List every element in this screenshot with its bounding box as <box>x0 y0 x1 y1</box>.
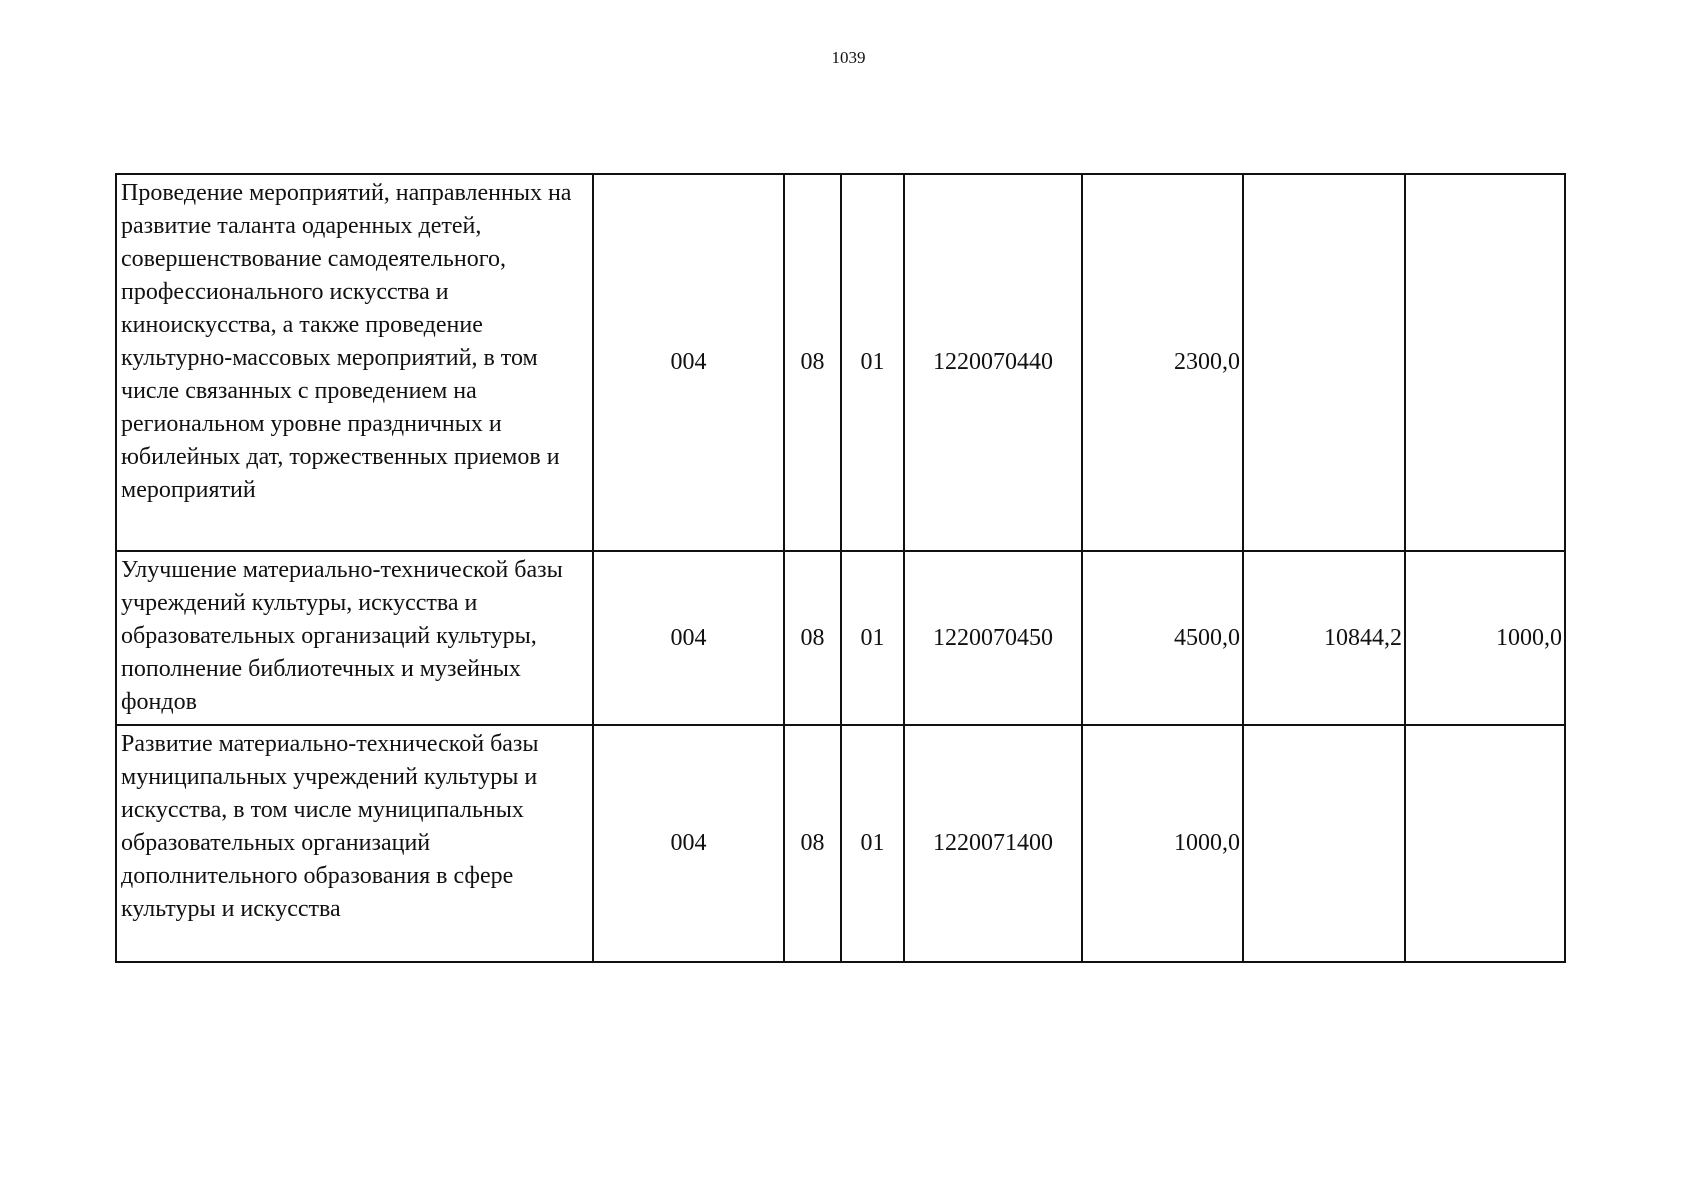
page-number: 1039 <box>831 48 866 67</box>
ministry-code: 004 <box>593 174 784 551</box>
section-code: 08 <box>784 725 841 962</box>
subsection-code: 01 <box>841 725 904 962</box>
ministry-code: 004 <box>593 551 784 725</box>
target-article-code: 1220070440 <box>904 174 1082 551</box>
amount-cell <box>1405 174 1565 551</box>
row-description: Развитие материально-технической базы муниципальных учреждений культуры и искусства, в том числе муниципальных образовательных организаций дополнительного образования в сфере культуры и искусства <box>116 725 593 962</box>
row-description: Улучшение материально-технической базы учреждений культуры, искусства и образовательных организаций культуры, пополнение библиотечных и музейных фондов <box>116 551 593 725</box>
amount-cell: 2300,0 <box>1082 174 1243 551</box>
table-row <box>116 174 1565 551</box>
amount-cell <box>1243 725 1405 962</box>
section-code: 08 <box>784 174 841 551</box>
amount-cell <box>1405 725 1565 962</box>
amount-cell: 1000,0 <box>1082 725 1243 962</box>
amount-cell: 1000,0 <box>1405 551 1565 725</box>
amount-cell: 4500,0 <box>1082 551 1243 725</box>
ministry-code: 004 <box>593 725 784 962</box>
row-description: Проведение мероприятий, направленных на развитие таланта одаренных детей, совершенствование самодеятельного, профессионального искусства и киноискусства, а также проведение культурно-массовых мероприятий, в том числе связанных с проведением на региональном уровне праздничных и юбилейных дат, торжественных приемов и мероприятий <box>116 174 593 551</box>
amount-cell: 10844,2 <box>1243 551 1405 725</box>
budget-table <box>115 173 1566 963</box>
target-article-code: 1220070450 <box>904 551 1082 725</box>
target-article-code: 1220071400 <box>904 725 1082 962</box>
amount-cell <box>1243 174 1405 551</box>
table-row <box>116 725 1565 962</box>
table-row <box>116 551 1565 725</box>
subsection-code: 01 <box>841 551 904 725</box>
section-code: 08 <box>784 551 841 725</box>
subsection-code: 01 <box>841 174 904 551</box>
